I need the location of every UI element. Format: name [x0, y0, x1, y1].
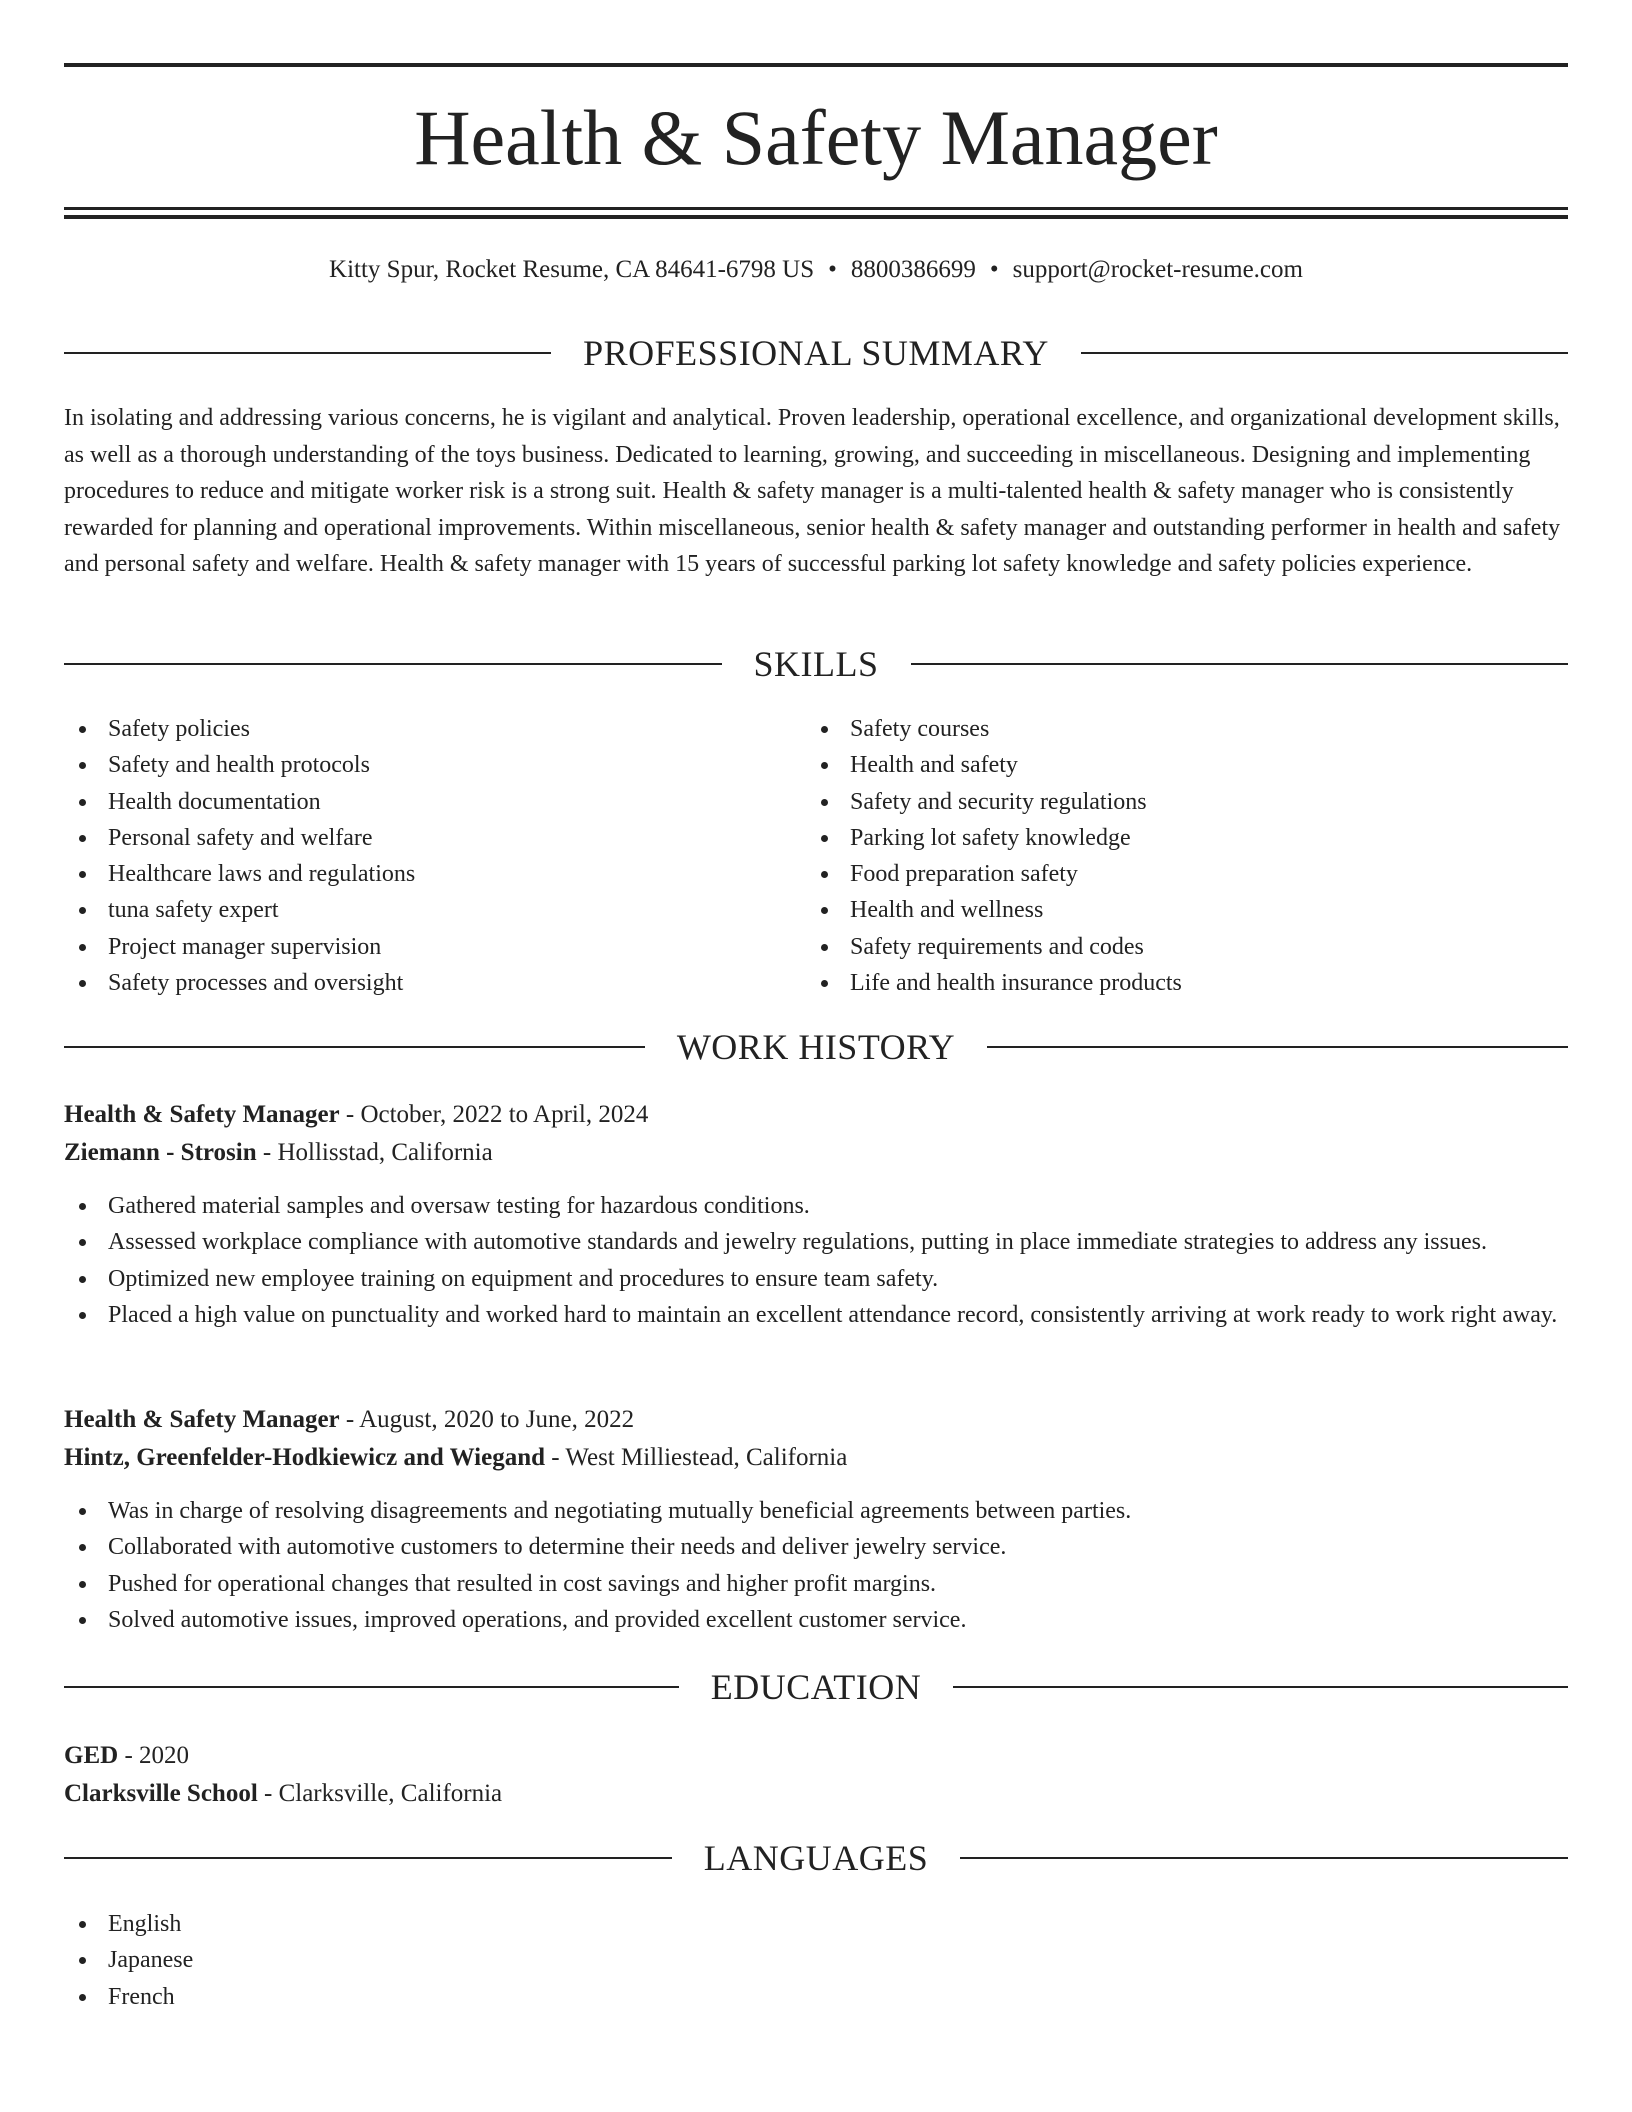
skill-item: Project manager supervision	[64, 929, 764, 965]
top-rule	[64, 63, 1568, 67]
languages-heading-label: LANGUAGES	[703, 1838, 929, 1878]
skill-item: Parking lot safety knowledge	[806, 820, 1506, 856]
heading-rule	[64, 352, 551, 354]
job-bullet: Assessed workplace compliance with automotive standards and jewelry regulations, putting in place immediate strategies to address any issues.	[64, 1224, 1568, 1260]
job-bullet: Optimized new employee training on equipment and procedures to ensure team safety.	[64, 1261, 1568, 1297]
heading-rule	[64, 1686, 679, 1688]
job-company: Ziemann - Strosin	[64, 1139, 257, 1166]
education-school: Clarksville School	[64, 1780, 258, 1807]
job-bullets	[64, 1188, 1568, 1333]
skill-item: Safety and health protocols	[64, 747, 764, 783]
skills-heading	[64, 642, 1568, 686]
skills-list-left	[64, 711, 764, 1001]
job-company-line	[64, 1439, 1568, 1477]
work-heading	[64, 1025, 1568, 1069]
languages-list	[64, 1906, 193, 2015]
job-bullet: Placed a high value on punctuality and worked hard to maintain an excellent attendance record, consistently arriving at work ready to work right away.	[64, 1297, 1568, 1333]
language-item: Japanese	[64, 1942, 193, 1978]
education-location: - Clarksville, California	[257, 1780, 503, 1807]
job-title-line	[64, 1401, 1568, 1439]
job-bullets	[64, 1493, 1568, 1638]
skill-item: Safety processes and oversight	[64, 965, 764, 1001]
resume-title: Health & Safety Manager	[414, 94, 1218, 181]
skill-item: Safety requirements and codes	[806, 929, 1506, 965]
job-location: - Hollisstad, California	[256, 1139, 493, 1166]
contact-separator: •	[828, 256, 837, 283]
languages-heading	[64, 1836, 1568, 1880]
title-double-rule	[64, 207, 1568, 219]
education-school-line	[64, 1775, 1568, 1813]
summary-heading-label: PROFESSIONAL SUMMARY	[583, 333, 1049, 373]
education-degree: GED	[64, 1742, 119, 1769]
skill-item: Safety policies	[64, 711, 764, 747]
contact-email[interactable]: support@rocket-resume.com	[1012, 256, 1303, 283]
skill-item: Safety courses	[806, 711, 1506, 747]
skill-item: Health and safety	[806, 747, 1506, 783]
contact-line	[64, 253, 1568, 287]
language-item: English	[64, 1906, 193, 1942]
work-heading-label: WORK HISTORY	[676, 1027, 956, 1067]
job-bullet: Gathered material samples and oversaw testing for hazardous conditions.	[64, 1188, 1568, 1224]
job-bullet: Collaborated with automotive customers to determine their needs and deliver jewelry service.	[64, 1529, 1568, 1565]
heading-rule	[960, 1857, 1568, 1859]
education-year: - 2020	[118, 1742, 190, 1769]
skills-list-right	[806, 711, 1506, 1001]
skills-heading-label: SKILLS	[753, 644, 879, 684]
language-item: French	[64, 1979, 193, 2015]
job-entry	[64, 1096, 1568, 1333]
heading-rule	[1081, 352, 1568, 354]
skill-item: tuna safety expert	[64, 892, 764, 928]
skill-item: Food preparation safety	[806, 856, 1506, 892]
job-bullet: Solved automotive issues, improved operations, and provided excellent customer service.	[64, 1602, 1568, 1638]
skill-item: Healthcare laws and regulations	[64, 856, 764, 892]
skill-item: Health documentation	[64, 784, 764, 820]
contact-address: Kitty Spur, Rocket Resume, CA 84641-6798 US	[329, 256, 815, 283]
heading-rule	[64, 1857, 672, 1859]
job-bullet: Was in charge of resolving disagreements and negotiating mutually beneficial agreements between parties.	[64, 1493, 1568, 1529]
skill-item: Personal safety and welfare	[64, 820, 764, 856]
summary-heading	[64, 331, 1568, 375]
education-heading	[64, 1665, 1568, 1709]
job-bullet: Pushed for operational changes that resulted in cost savings and higher profit margins.	[64, 1566, 1568, 1602]
contact-separator: •	[989, 256, 999, 283]
skill-item: Safety and security regulations	[806, 784, 1506, 820]
job-location: - West Milliestead, California	[545, 1444, 848, 1471]
job-company-line	[64, 1134, 1568, 1172]
education-entry	[64, 1737, 1568, 1813]
job-title: Health & Safety Manager	[64, 1101, 340, 1128]
contact-phone[interactable]: 8800386699	[850, 256, 976, 283]
heading-rule	[911, 663, 1569, 665]
job-dates: - October, 2022 to April, 2024	[339, 1101, 649, 1128]
skill-item: Health and wellness	[806, 892, 1506, 928]
job-dates: - August, 2020 to June, 2022	[339, 1406, 635, 1433]
heading-rule	[987, 1046, 1568, 1048]
job-entry	[64, 1401, 1568, 1638]
heading-rule	[953, 1686, 1568, 1688]
education-degree-line	[64, 1737, 1568, 1775]
skill-item: Life and health insurance products	[806, 965, 1506, 1001]
job-title-line	[64, 1096, 1568, 1134]
heading-rule	[64, 663, 722, 665]
job-company: Hintz, Greenfelder-Hodkiewicz and Wiegand	[64, 1444, 546, 1471]
job-title: Health & Safety Manager	[64, 1406, 340, 1433]
heading-rule	[64, 1046, 645, 1048]
summary-text: In isolating and addressing various concerns, he is vigilant and analytical. Proven leadership, operational excellence, and organizational development skills, as well as a thorough understanding of the toys business. Dedicated to learning, growing, and succeeding in miscellaneous. Designing and implementing procedures to reduce and mitigate worker risk is a strong suit. Health & safety manager is a multi-talented health & safety manager who is consistently rewarded for planning and operational improvements. Within miscellaneous, senior health & safety manager and outstanding performer in health and safety and personal safety and welfare. Health & safety manager with 15 years of successful parking lot safety knowledge and safety policies experience.	[64, 405, 1561, 577]
education-heading-label: EDUCATION	[710, 1667, 922, 1707]
